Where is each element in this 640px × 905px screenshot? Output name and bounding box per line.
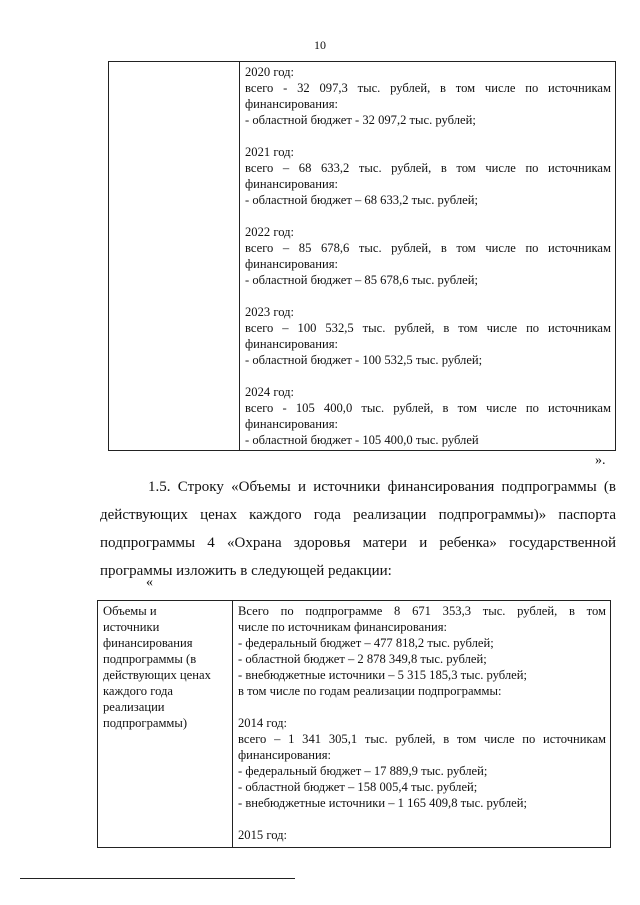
row-label-line: подпрограммы (в xyxy=(103,652,197,666)
year-block-2021 xyxy=(245,144,611,208)
year-total: всего – 68 633,2 тыс. рублей, в том числе по источникам xyxy=(245,161,611,175)
year-block-2014 xyxy=(238,715,606,811)
paragraph-line: программы изложить в следующей редакции: xyxy=(100,563,392,579)
year-label: 2020 год: xyxy=(245,65,295,79)
year-label: 2022 год: xyxy=(245,225,295,239)
year-total-cont: финансирования: xyxy=(245,97,339,111)
year-label: 2023 год: xyxy=(245,305,295,319)
summary-total: Всего по подпрограмме 8 671 353,3 тыс. рублей, в том xyxy=(238,604,606,618)
row-label-line: финансирования xyxy=(103,636,193,650)
year-source: - областной бюджет - 32 097,2 тыс. рублей; xyxy=(245,113,476,127)
year-source: - областной бюджет – 158 005,4 тыс. рублей; xyxy=(238,780,478,794)
year-block-2015 xyxy=(238,827,606,843)
year-source: - областной бюджет - 105 400,0 тыс. рублей xyxy=(245,433,479,447)
year-block-2020 xyxy=(245,64,611,128)
year-label: 2014 год: xyxy=(238,716,288,730)
year-source: - федеральный бюджет – 17 889,9 тыс. рублей; xyxy=(238,764,488,778)
row-label-line: действующих ценах xyxy=(103,668,211,682)
year-block-2022 xyxy=(245,224,611,288)
footnote-divider xyxy=(20,878,295,879)
year-source: - областной бюджет – 68 633,2 тыс. рублей; xyxy=(245,193,478,207)
year-total-cont: финансирования: xyxy=(245,257,339,271)
year-total: всего – 1 341 305,1 тыс. рублей, в том числе по источникам xyxy=(238,732,606,746)
opening-quote: « xyxy=(146,575,153,590)
funding-table-continued xyxy=(108,61,616,451)
year-total: всего – 85 678,6 тыс. рублей, в том числе по источникам xyxy=(245,241,611,255)
funding-table-new xyxy=(97,600,611,848)
row-label xyxy=(98,601,232,733)
paragraph-line: 1.5. Строку «Объемы и источники финансирования подпрограммы (в xyxy=(148,479,616,495)
table2-left-cell xyxy=(98,601,233,848)
year-label: 2021 год: xyxy=(245,145,295,159)
year-total: всего – 100 532,5 тыс. рублей, в том числе по источникам xyxy=(245,321,611,335)
summary-total-cont: числе по источникам финансирования: xyxy=(238,620,447,634)
summary-by-year: в том числе по годам реализации подпрограммы: xyxy=(238,684,502,698)
year-total-cont: финансирования: xyxy=(245,177,339,191)
row-label-line: подпрограммы) xyxy=(103,716,188,730)
paragraph-line: действующих ценах каждого года реализации подпрограммы)» паспорта xyxy=(100,507,616,523)
year-total-cont: финансирования: xyxy=(245,417,339,431)
year-total-cont: финансирования: xyxy=(245,337,339,351)
page-number: 10 xyxy=(314,38,326,52)
year-label: 2015 год: xyxy=(238,828,288,842)
year-block-2024 xyxy=(245,384,611,448)
amendment-paragraph xyxy=(100,473,616,585)
table1-left-cell xyxy=(109,62,240,451)
table2-right-cell xyxy=(233,601,611,848)
year-total: всего - 32 097,3 тыс. рублей, в том числе по источникам xyxy=(245,81,611,95)
row-label-line: каждого года xyxy=(103,684,174,698)
paragraph-line: подпрограммы 4 «Охрана здоровья матери и ребенка» государственной xyxy=(100,535,616,551)
year-source: - внебюджетные источники – 1 165 409,8 тыс. рублей; xyxy=(238,796,527,810)
row-label-line: реализации xyxy=(103,700,165,714)
summary-source: - федеральный бюджет – 477 818,2 тыс. рублей; xyxy=(238,636,494,650)
summary-source: - областной бюджет – 2 878 349,8 тыс. рублей; xyxy=(238,652,487,666)
year-source: - областной бюджет - 100 532,5 тыс. рублей; xyxy=(245,353,483,367)
year-block-2023 xyxy=(245,304,611,368)
summary-source: - внебюджетные источники – 5 315 185,3 тыс. рублей; xyxy=(238,668,527,682)
year-label: 2024 год: xyxy=(245,385,295,399)
closing-quote: ». xyxy=(595,453,606,468)
row-label-line: источники xyxy=(103,620,160,634)
summary-block xyxy=(238,603,606,699)
table1-right-cell xyxy=(240,62,616,451)
year-total: всего - 105 400,0 тыс. рублей, в том числе по источникам xyxy=(245,401,611,415)
row-label-line: Объемы и xyxy=(103,604,157,618)
year-total-cont: финансирования: xyxy=(238,748,332,762)
year-source: - областной бюджет – 85 678,6 тыс. рублей; xyxy=(245,273,478,287)
